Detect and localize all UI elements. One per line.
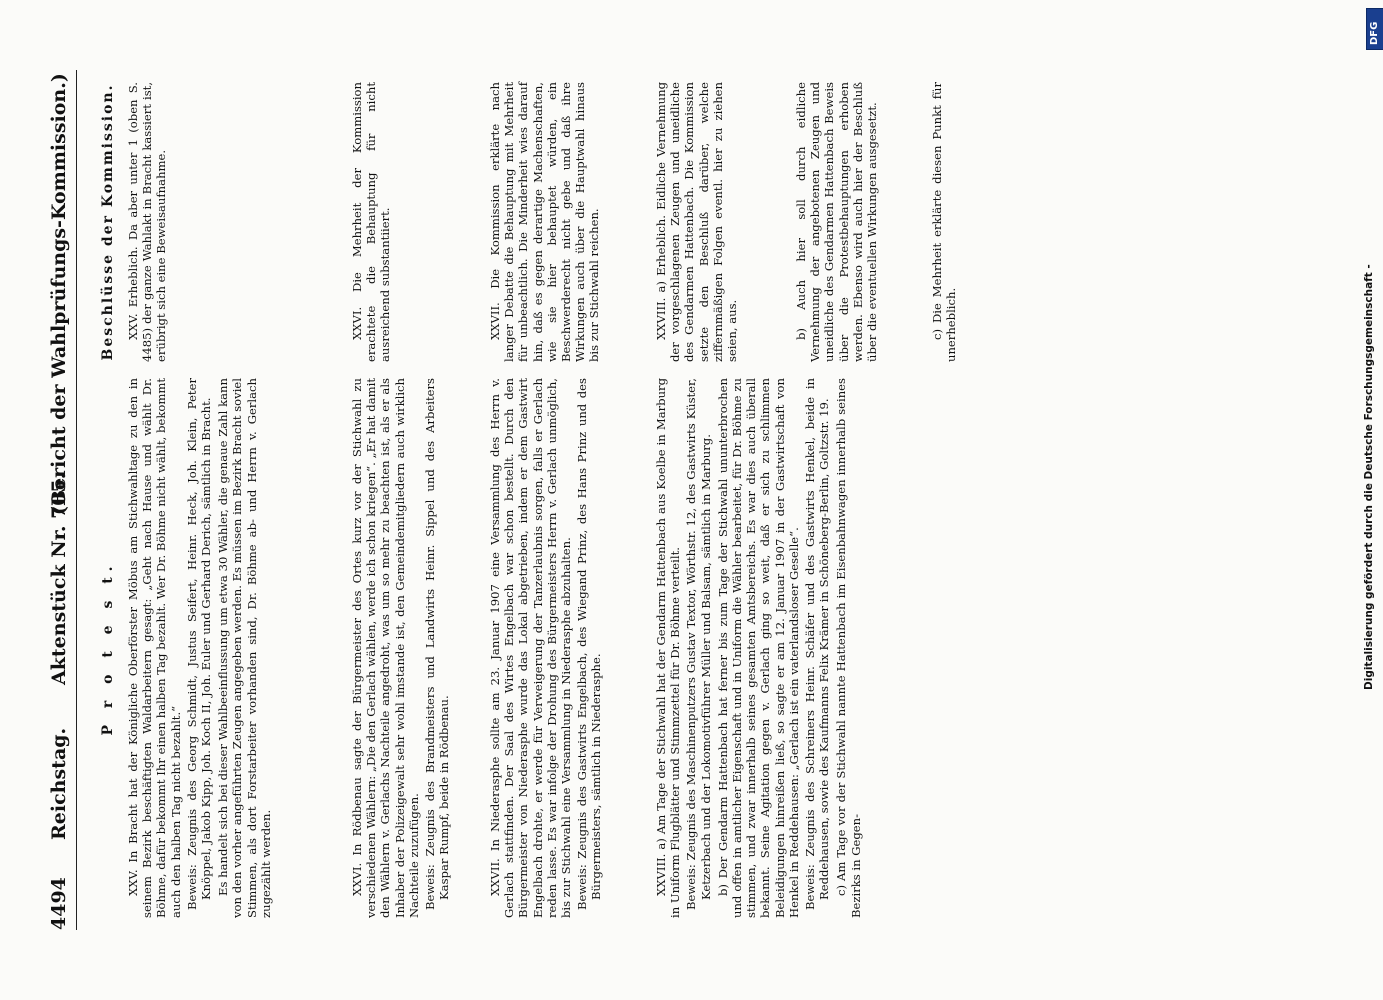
- protest-column: [92, 378, 863, 918]
- decision-xxviii-a: [654, 82, 741, 362]
- protest-proof: Beweis: Zeugnis des Maschinenputzers Gustav Textor, Wörthstr. 12, des Gastwirts Küster, Ketzerbach und der Lokomotivführer Müller und Balsam, sämtlich in Marburg.: [684, 378, 713, 910]
- protest-proof: Beweis: Zeugnis des Brandmeisters und Landwirts Heinr. Sippel und des Arbeiters Kaspar Rumpf, beide in Rödbenau.: [423, 378, 452, 910]
- header-reichstag: Reichstag.: [48, 727, 70, 840]
- decision-text: XXVIII. a) Erheblich. Eidliche Vernehmung der vorgeschlagenen Zeugen und uneidliche des Gendarmen Hattenbach. Die Kommission setzte den Beschluß darüber, welche ziffernmäßigen Folgen eventl. hier zu ziehen seien, aus.: [654, 82, 740, 362]
- protest-paragraph: XXVII. In Niederasphe sollte am 23. Januar 1907 eine Versammlung des Herrn v. Gerlach stattfinden. Der Saal des Wirtes Engelbach war schon bestellt. Durch den Bürgermeister von Niederasphe wurde das Lokal abgetrieben, indem er dem Gastwirt Engelbach drohte, er werde für Verweigerung der Tanzerlaubnis sorgen, falls er Gerlach reden lasse. Es war infolge der Drohung des Bürgermeisters Herrn v. Gerlach unmöglich, bis zur Stichwahl eine Versammlung in Niederasphe abzuhalten.: [488, 378, 574, 918]
- decision-xxvii: [488, 82, 604, 362]
- header-bericht: (Bericht der Wahlprüfungs-Kommission.): [48, 73, 70, 515]
- decision-text: c) Die Mehrheit erklärte diesen Punkt für unerheblich.: [930, 82, 959, 362]
- page-header: [48, 70, 88, 930]
- decision-text: XXVII. Die Kommission erklärte nach langer Debatte die Behauptung mit Mehrheit für unbeachtlich. Die Minderheit wies darauf hin, daß es gegen derartige Machenschaften, wie sie hier behauptet würden, ein Beschwerderecht nicht gebe und daß ihre Wirkungen auch über die Hauptwahl hinaus bis zur Stichwahl reichen.: [488, 82, 602, 362]
- protest-section-xxvii: [488, 378, 607, 918]
- protest-paragraph: XXV. In Bracht hat der Königliche Oberförster Möbus am Stichwahltage zu den in seinem Bezirk beschäftigten Waldarbeitern gesagt: „Geht nach Hause und wählt Dr. Böhme, dafür bekommt Ihr einen halben Tag bezahlt. Wer Dr. Böhme nicht wählt, bekommt auch den halben Tag nicht bezahlt.“: [126, 378, 183, 918]
- digitization-credit: [1363, 70, 1383, 690]
- dfg-logo-text: DFG: [1369, 21, 1380, 45]
- dfg-logo: [1366, 8, 1383, 50]
- protest-proof: Beweis: Zeugnis des Gastwirts Engelbach, des Wiegand Prinz, des Hans Prinz und des Bürgermeisters, sämtlich in Niederasphe.: [575, 378, 604, 910]
- protest-proof: Beweis: Zeugnis des Georg Schmidt, Justus Seifert, Heinr. Heck, Joh. Klein, Peter Knöppel, Jakob Kipp, Joh. Koch II, Joh. Euler und Gerhard Derich, sämtlich in Bracht.: [184, 378, 214, 910]
- decision-xxv: [126, 82, 171, 362]
- decision-xxvi: [350, 82, 395, 362]
- protest-paragraph: XXVIII. a) Am Tage der Stichwahl hat der Gendarm Hattenbach aus Koelbe in Marburg in Uniform Flugblätter und Stimmzettel für Dr. Böhme verteilt.: [654, 378, 683, 918]
- decisions-column: [92, 82, 959, 362]
- protest-paragraph: Es handelt sich bei dieser Wahlbeeinflussung um etwa 30 Wähler, die genaue Zahl kann von den vorher angeführten Zeugen angegeben werden. Es müssen im Bezirk Bracht soviel Stimmen, als dort Forstarbeiter vorhanden sind, Dr. Böhme ab- und Herrn v. Gerlach zugezählt werden.: [216, 378, 273, 918]
- decision-text: XXV. Erheblich. Da aber unter 1 (oben S. 4485) der ganze Wahlakt in Bracht kassiert ist, erübrigt sich eine Beweisaufnahme.: [126, 82, 169, 362]
- protest-section-xxviii: [654, 378, 865, 918]
- decision-xxviii-c: [930, 82, 960, 362]
- protest-section-xxvi: [350, 378, 454, 918]
- protest-paragraph: c) Am Tage vor der Stichwahl nannte Hattenbach im Eisenbahnwagen innerhalb seines Bezirks in Gegen-: [834, 378, 863, 918]
- protest-title: P r o t e s t.: [100, 560, 116, 736]
- page-number: 4494: [48, 877, 70, 930]
- digitization-credit-text: Digitalisierung gefördert durch die Deutsche Forschungsgemeinschaft -: [1363, 264, 1375, 690]
- header-aktenstueck: Aktenstück Nr. 705.: [48, 472, 70, 685]
- decision-xxviii-b: [794, 82, 881, 362]
- protest-proof: Beweis: Zeugnis des Schreiners Heinr. Schäfer und des Gastwirts Henkel, beide in Reddehausen, sowie des Kaufmanns Felix Krämer in Schöneberg-Berlin, Goltzstr. 19.: [803, 378, 832, 910]
- decision-text: b) Auch hier soll durch eidliche Vernehmung der angebotenen Zeugen und uneidliche des Gendarmen Hattenbach Beweis über die Protestbehauptungen erhoben werden. Ebenso wird auch hier der Beschluß über die eventuellen Wirkungen ausgesetzt.: [794, 82, 880, 362]
- protest-paragraph: b) Der Gendarm Hattenbach hat ferner bis zum Tage der Stichwahl ununterbrochen und offen in amtlicher Eigenschaft und in Uniform die Wähler bearbeitet, für Dr. Böhme zu stimmen, und zwar innerhalb seines gesamten Amtsbereichs. Es war dies auch überall bekannt. Seine Agitation gegen v. Gerlach ging so weit, daß er sich zu schlimmen Beleidigungen hinreißen ließ, so sagte er am 12. Januar 1907 in der Gastwirtschaft von Henkel in Reddehausen: „Gerlach ist ein vaterlandsloser Geselle“.: [715, 378, 801, 918]
- header-rule: [76, 70, 77, 930]
- protest-section-xxv: [126, 378, 275, 918]
- decisions-title: Beschlüsse der Kommission.: [100, 83, 116, 361]
- protest-paragraph: XXVI. In Rödbenau sagte der Bürgermeister des Ortes kurz vor der Stichwahl zu verschiedenen Wählern: „Die den Gerlach wählen, werde ich schon kriegen“. „Er hat damit den Wählern v. Gerlachs Nachteile angedroht, was um so mehr zu beachten ist, als er als Inhaber der Polizeigewalt sehr wohl imstande ist, den Gemeindemitgliedern auch wirklich Nachteile zuzufügen.: [350, 378, 421, 918]
- decision-text: XXVI. Die Mehrheit der Kommission erachtete die Behauptung für nicht ausreichend substantiiert.: [350, 82, 393, 362]
